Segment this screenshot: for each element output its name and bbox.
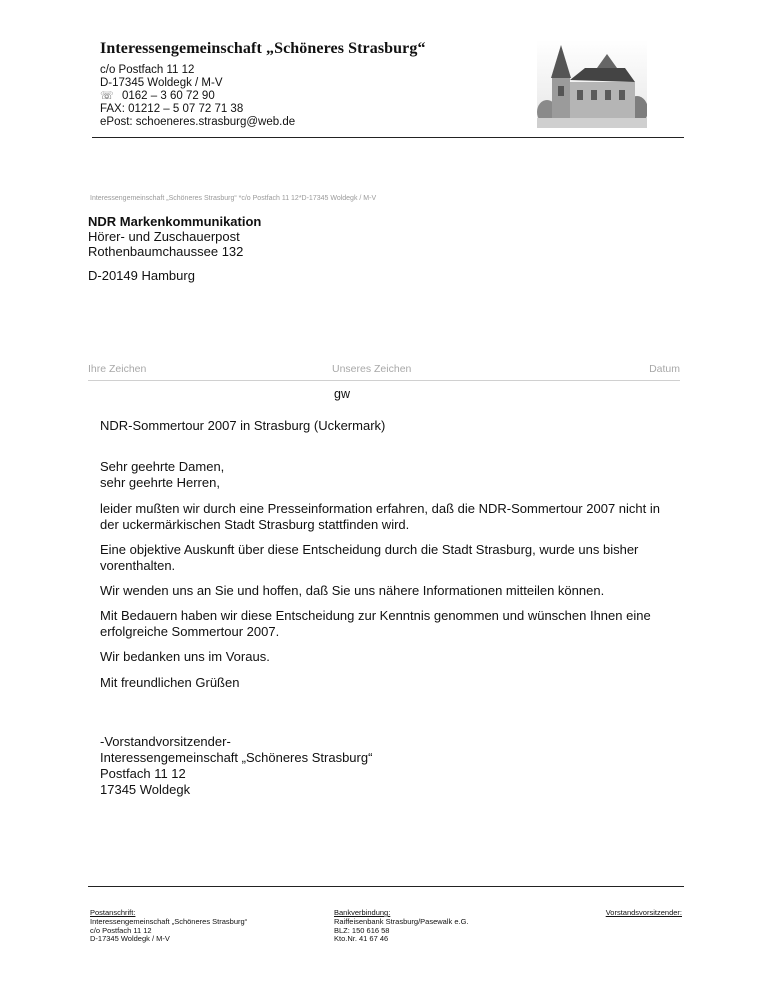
recipient-city: D-20149 Hamburg: [88, 268, 195, 283]
header-divider: [92, 137, 684, 138]
salutation-line2: sehr geehrte Herren,: [100, 475, 220, 490]
unseres-zeichen-label: Unseres Zeichen: [332, 363, 412, 375]
paragraph2-line1: Eine objektive Auskunft über diese Entscheidung durch die Stadt Strasburg, wurde uns bisher: [100, 542, 639, 557]
closing: Mit freundlichen Grüßen: [100, 675, 240, 690]
salutation-line1: Sehr geehrte Damen,: [100, 459, 225, 474]
paragraph1-line2: der uckermärkischen Stadt Strasburg stattfinden wird.: [100, 517, 410, 532]
letterhead-address-line1: c/o Postfach 11 12: [100, 64, 195, 76]
signature-city: 17345 Woldegk: [100, 782, 191, 797]
letterhead-phone-row: [100, 90, 215, 103]
recipient-street: Rothenbaumchaussee 132: [88, 244, 244, 259]
signature-postbox: Postfach 11 12: [100, 766, 186, 781]
phone-icon: ☏: [100, 90, 114, 102]
bankverbindung-label: Bankverbindung:: [334, 908, 391, 917]
postanschrift-label: Postanschrift:: [90, 908, 136, 917]
paragraph1-line1: leider mußten wir durch eine Presseinformation erfahren, daß die NDR-Sommertour 2007 nicht in: [100, 501, 660, 516]
bank-blz: BLZ: 150 616 58: [334, 925, 390, 935]
letterhead-email: ePost: schoeneres.strasburg@web.de: [100, 116, 296, 128]
paragraph3: Wir wenden uns an Sie und hoffen, daß Sie uns nähere Informationen mitteilen können.: [100, 583, 605, 598]
paragraph5: Wir bedanken uns im Voraus.: [100, 649, 270, 664]
paragraph4-line2: erfolgreiche Sommertour 2007.: [100, 624, 280, 639]
signature-organization: Interessengemeinschaft „Schöneres Strasburg“: [100, 750, 373, 765]
reference-divider: [88, 380, 680, 381]
letterhead-phone: 0162 – 3 60 72 90: [122, 90, 215, 102]
organization-name: Interessengemeinschaft „Schöneres Strasburg“: [100, 40, 426, 57]
bank-account: Kto.Nr. 41 67 46: [334, 934, 389, 944]
letterhead-address-line2: D-17345 Woldegk / M-V: [100, 77, 223, 89]
datum-label: Datum: [649, 363, 680, 375]
church-illustration: [537, 40, 647, 128]
ihre-zeichen-label: Ihre Zeichen: [88, 363, 147, 375]
footer-postanschrift: [90, 909, 247, 944]
footer-bankverbindung: [334, 909, 469, 944]
signature-title: -Vorstandvorsitzender-: [100, 734, 231, 749]
unseres-zeichen-value: gw: [334, 387, 350, 401]
footer-divider: [88, 886, 684, 887]
paragraph2-line2: vorenthalten.: [100, 558, 176, 573]
footer-vorstand: [606, 909, 682, 918]
paragraph4-line1: Mit Bedauern haben wir diese Entscheidung zur Kenntnis genommen und wünschen Ihnen eine: [100, 608, 651, 623]
vorstand-label: Vorstandsvorsitzender:: [605, 908, 682, 917]
letter-subject: NDR-Sommertour 2007 in Strasburg (Uckermark): [100, 418, 386, 433]
return-address-line: Interessengemeinschaft „Schöneres Strasburg“ *c/o Postfach 11 12*D-17345 Woldegk / M-V: [90, 195, 377, 202]
postanschrift-line1: Interessengemeinschaft „Schöneres Strasburg“: [90, 916, 248, 926]
postanschrift-line2: c/o Postfach 11 12: [90, 925, 152, 935]
recipient-name: NDR Markenkommunikation: [88, 214, 262, 229]
recipient-department: Hörer- und Zuschauerpost: [88, 229, 240, 244]
postanschrift-line3: D-17345 Woldegk / M-V: [90, 934, 170, 944]
bank-name: Raiffeisenbank Strasburg/Pasewalk e.G.: [334, 916, 469, 926]
letterhead-fax: FAX: 01212 – 5 07 72 71 38: [100, 103, 244, 115]
